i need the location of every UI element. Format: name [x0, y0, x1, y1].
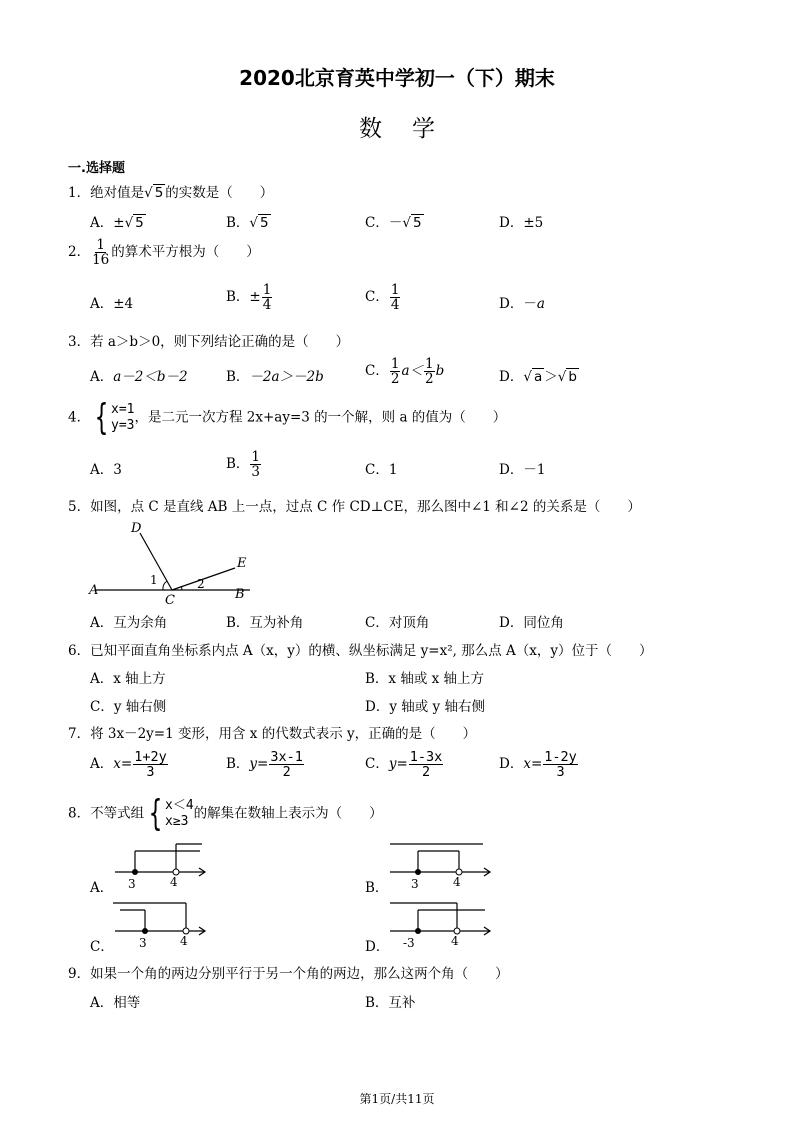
label-b: B: [235, 587, 245, 602]
label-c: C: [165, 593, 175, 606]
q6-option-c: C．y 轴右侧: [90, 699, 167, 715]
q9-option-a: A．相等: [90, 995, 141, 1011]
q5-option-c: C．对顶角: [365, 615, 430, 631]
tick-label: 3: [128, 877, 136, 890]
q7-option-b: B．y= $\frac{3x-1}{2}$: [226, 749, 303, 781]
tick-label: 4: [451, 934, 459, 948]
question-7: 7．将 3x－2y=1 变形，用含 x 的代数式表示 y，正确的是（ ）: [68, 726, 477, 742]
tick-label: 4: [453, 875, 461, 889]
q1-option-c: C．－√ 5: [365, 215, 422, 231]
number-line-a: [110, 838, 210, 890]
question-1: 1．绝对值是√ 5 的实数是（ ）: [68, 185, 274, 201]
tick-label: 3: [139, 936, 147, 949]
q7-option-c: C．y= $\frac{1-3x}{2}$: [365, 749, 443, 781]
tick-label: -3: [403, 936, 415, 949]
q8-option-a: A．: [90, 880, 114, 896]
q7-option-d: D．x= $\frac{1-2y}{3}$: [499, 749, 577, 781]
tick-label: 4: [170, 875, 178, 889]
angle-1-label: 1: [150, 573, 158, 587]
q1-option-d: D．±5: [499, 215, 544, 231]
q2-option-a: A．±4: [90, 296, 134, 312]
angle-figure: [85, 518, 255, 606]
q5-option-a: A．互为余角: [90, 615, 168, 631]
q1-option-b: B．√ 5: [226, 215, 269, 231]
number-line-d: [385, 897, 495, 949]
subject-title: 数学: [359, 116, 465, 142]
q2-option-c: C． $\frac{1}{4}$: [365, 282, 400, 314]
equation-system: { x=1 y=3: [94, 397, 135, 438]
q4-option-d: D．－1: [499, 462, 546, 478]
q7-option-a: A．x= $\frac{1+2y}{3}$: [90, 749, 167, 781]
q8-option-b: B．: [365, 880, 389, 896]
number-line-b: [385, 838, 495, 890]
q4-option-c: C．1: [365, 462, 398, 478]
q4-option-b: B． $\frac{1}{3}$: [226, 449, 261, 481]
q9-option-b: B．互补: [365, 995, 416, 1011]
page-title: 2020北京育英中学初一（下）期末: [239, 66, 555, 90]
q2-option-d: D．－a: [499, 296, 545, 312]
q6-option-a: A．x 轴上方: [90, 671, 166, 687]
q8-option-c: C．: [90, 939, 114, 955]
q3-option-c: C． $\frac{1}{2}$ a＜ $\frac{1}{2}$ b: [365, 356, 445, 388]
question-8: 8．不等式组 { x＜4 x≥3 的解集在数轴上表示为（ ）: [68, 793, 383, 834]
question-5: 5．如图，点 C 是直线 AB 上一点，过点 C 作 CD⊥CE，那么图中∠1 和∠2 的关系是（ ）: [68, 499, 641, 515]
q3-option-b: B．－2a＞－2b: [226, 369, 324, 385]
number-line-c: [110, 897, 210, 949]
q1-option-a: A．±√ 5: [90, 215, 144, 231]
q3-option-d: D．√ a ＞√ b: [499, 369, 577, 385]
tick-label: 4: [180, 934, 188, 948]
label-d: D: [131, 521, 142, 536]
q3-option-a: A．a－2＜b－2: [90, 369, 188, 385]
question-4: 4． { x=1 y=3 ，是二元一次方程 2x+ay=3 的一个解，则 a 的值为（ ）: [68, 397, 507, 438]
angle-2-label: 2: [197, 577, 205, 591]
tick-label: 3: [411, 877, 419, 890]
sqrt-symbol: √ 5: [144, 185, 164, 201]
q6-option-b: B．x 轴或 x 轴上方: [365, 671, 485, 687]
section-heading: 一.选择题: [68, 161, 125, 176]
q8-option-d: D．: [365, 939, 390, 955]
question-6: 6．已知平面直角坐标系内点 A（x，y）的横、纵坐标满足 y=x², 那么点 A（x，y）位于（ ）: [68, 643, 653, 659]
page-footer: 第1页/共11页: [359, 1092, 435, 1106]
question-2: 2． $\frac{1}{16}$ 的算术平方根为（ ）: [68, 237, 260, 269]
label-a: A: [89, 583, 99, 598]
label-e: E: [237, 556, 247, 571]
question-3: 3．若 a＞b＞0，则下列结论正确的是（ ）: [68, 334, 350, 350]
q6-option-d: D．y 轴或 y 轴右侧: [365, 699, 485, 715]
question-9: 9．如果一个角的两边分别平行于另一个角的两边，那么这两个角（ ）: [68, 966, 509, 982]
q2-option-b: B．± $\frac{1}{4}$: [226, 282, 272, 314]
q5-option-d: D．同位角: [499, 615, 564, 631]
q5-option-b: B．互为补角: [226, 615, 304, 631]
q4-option-a: A．3: [90, 462, 122, 478]
